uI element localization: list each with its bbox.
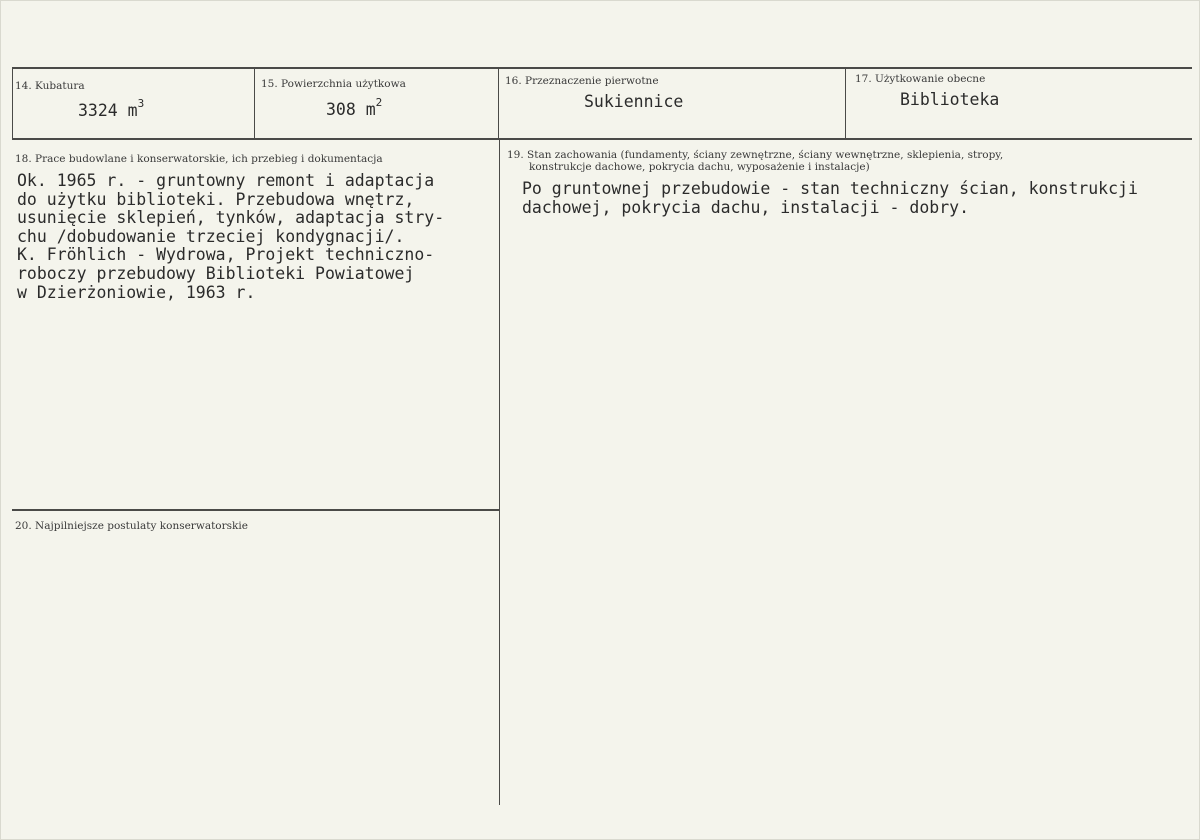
kubatura-value: 3324 m: [78, 101, 138, 120]
field-19-text: [522, 180, 1138, 217]
kubatura-unit-exponent: 3: [137, 97, 145, 110]
field-18-line: usunięcie sklepień, tynków, adaptacja stry-: [17, 208, 445, 228]
field-14-value: [78, 97, 144, 120]
field-18-text: [17, 172, 444, 302]
field-16-label: 16. Przeznaczenie pierwotne: [505, 75, 659, 87]
field18-bottom-rule: [12, 509, 499, 511]
powierzchnia-unit-exponent: 2: [375, 96, 383, 109]
field-18-label: 18. Prace budowlane i konserwatorskie, ich przebieg i dokumentacja: [15, 153, 383, 165]
field-17-value: Biblioteka: [900, 90, 1000, 109]
field-17-label: 17. Użytkowanie obecne: [855, 73, 986, 85]
field-20-label: 20. Najpilniejsze postulaty konserwatorskie: [15, 520, 248, 532]
field-19-label-line: konstrukcje dachowe, pokrycia dachu, wyposażenie i instalacje): [529, 161, 870, 173]
field-18-line: Ok. 1965 r. - gruntowny remont i adaptacja: [17, 171, 435, 190]
field-18-line: do użytku biblioteki. Przebudowa wnętrz,: [17, 189, 415, 209]
field-18-line: w Dzierżoniowie, 1963 r.: [17, 282, 256, 302]
row1-bottom-rule: [12, 138, 1192, 140]
divider-16-17: [845, 67, 846, 140]
field-15-value: [326, 96, 382, 119]
field-18-line: K. Fröhlich - Wydrowa, Projekt techniczno-: [17, 245, 435, 265]
field-19-line: dachowej, pokrycia dachu, instalacji - dobry.: [522, 197, 970, 217]
top-rule: [12, 67, 1192, 69]
field-14-label: 14. Kubatura: [15, 80, 85, 92]
divider-14-15: [254, 67, 255, 140]
field-18-line: roboczy przebudowy Biblioteki Powiatowej: [17, 263, 415, 283]
field-19-label-line: 19. Stan zachowania (fundamenty, ściany zewnętrzne, ściany wewnętrzne, sklepienia, stropy,: [507, 149, 1004, 161]
powierzchnia-value: 308 m: [326, 100, 376, 119]
main-column-divider: [499, 139, 500, 805]
left-border: [12, 67, 13, 140]
field-19-label: [507, 149, 1003, 173]
field-15-label: 15. Powierzchnia użytkowa: [261, 78, 406, 90]
field-16-value: Sukiennice: [584, 92, 684, 111]
field-19-line: Po gruntownej przebudowie - stan techniczny ścian, konstrukcji: [522, 179, 1138, 198]
field-18-line: chu /dobudowanie trzeciej kondygnacji/.: [17, 226, 405, 246]
divider-15-16: [498, 67, 499, 140]
